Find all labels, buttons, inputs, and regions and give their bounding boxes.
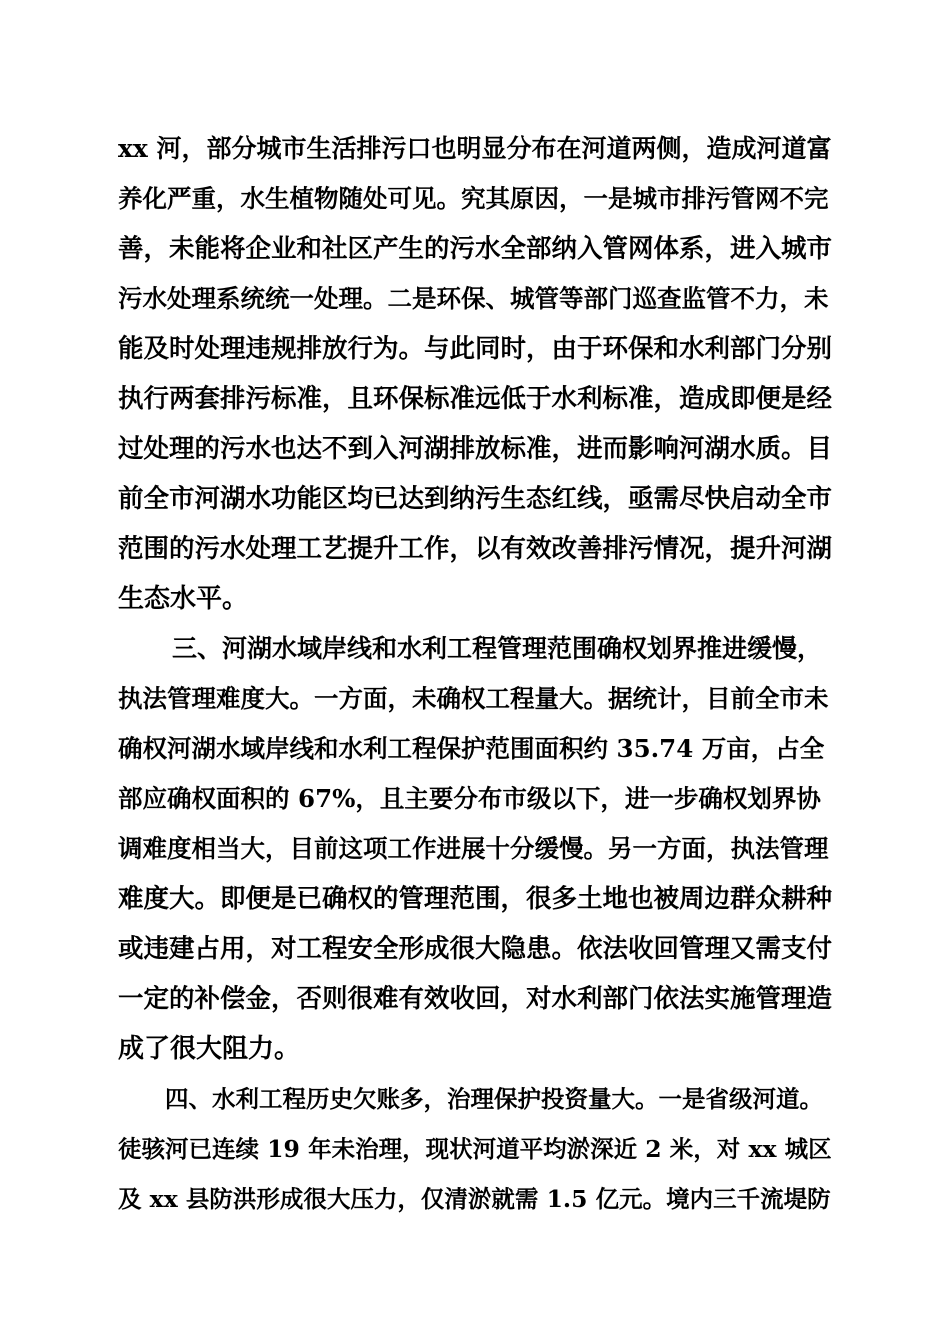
body-text-line: 能及时处理违规排放行为。与此同时，由于环保和水利部门分别	[118, 334, 833, 364]
body-text-line: 难度大。即便是已确权的管理范围，很多土地也被周边群众耕种	[118, 884, 833, 914]
body-text-line: 前全市河湖水功能区均已达到纳污生态红线，亟需尽快启动全市	[118, 484, 833, 514]
body-text-line: 及 xx 县防洪形成很大压力，仅清淤就需 1.5 亿元。境内三千流堤防	[118, 1185, 831, 1213]
body-text-line: 过处理的污水也达不到入河湖排放标准，进而影响河湖水质。目	[118, 434, 833, 464]
body-text-line: 执法管理难度大。一方面，未确权工程量大。据统计，目前全市未	[118, 684, 829, 713]
body-text-line: 一定的补偿金，否则很难有效收回，对水利部门依法实施管理造	[118, 984, 833, 1014]
body-text-line: 徒骇河已连续 19 年未治理，现状河道平均淤深近 2 米，对 xx 城区	[118, 1135, 832, 1163]
body-text-line: 生态水平。	[118, 584, 249, 614]
body-text-line: 善，未能将企业和社区产生的污水全部纳入管网体系，进入城市	[118, 234, 833, 264]
body-text-line: 范围的污水处理工艺提升工作，以有效改善排污情况，提升河湖	[118, 534, 833, 564]
body-text-line: 污水处理系统统一处理。二是环保、城管等部门巡查监管不力，未	[118, 284, 829, 313]
section-heading-three: 三、河湖水域岸线和水利工程管理范围确权划界推进缓慢，	[172, 634, 823, 663]
body-text-line: 执行两套排污标准，且环保标准远低于水利标准，造成即便是经	[118, 384, 833, 414]
body-text-line: 调难度相当大，目前这项工作进展十分缓慢。另一方面，执法管理	[118, 834, 829, 863]
body-text-line: 养化严重，水生植物随处可见。究其原因，一是城市排污管网不完	[118, 184, 829, 213]
body-text-line: xx 河，部分城市生活排污口也明显分布在河道两侧，造成河道富	[118, 134, 832, 163]
body-text-line: 确权河湖水域岸线和水利工程保护范围面积约 35.74 万亩，占全	[118, 734, 825, 763]
body-text-line: 或违建占用，对工程安全形成很大隐患。依法收回管理又需支付	[118, 934, 833, 964]
body-text-line: 成了很大阻力。	[118, 1034, 301, 1064]
body-text-line: 部应确权面积的 67%，且主要分布市级以下，进一步确权划界协	[118, 784, 821, 813]
section-heading-four: 四、水利工程历史欠账多，治理保护投资量大。一是省级河道。	[165, 1085, 823, 1113]
